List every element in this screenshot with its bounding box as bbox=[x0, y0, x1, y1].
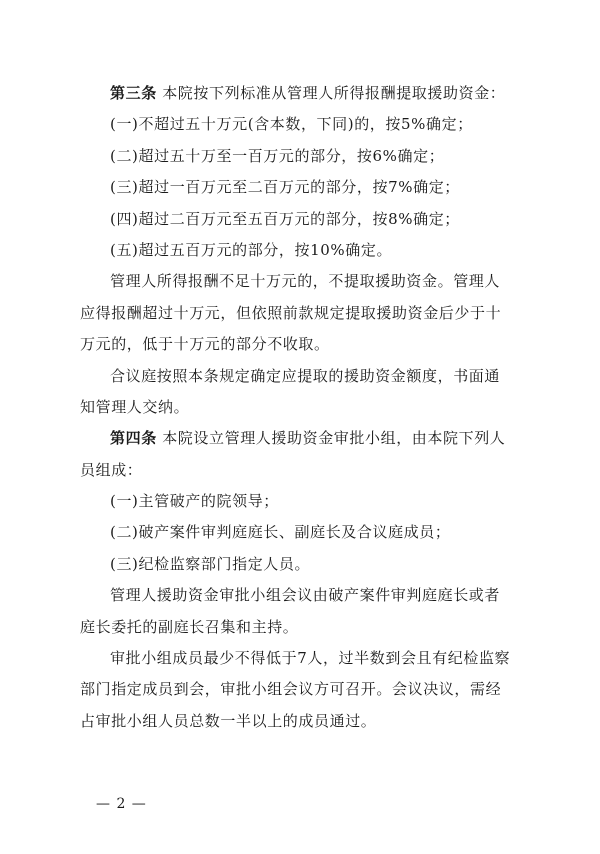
article-4-heading-line-2: 员组成： bbox=[80, 460, 143, 479]
article-3-para-1-line-2: 应得报酬超过十万元，但依照前款规定提取援助资金后少于十 bbox=[80, 303, 502, 322]
article-4-number: 第四条 bbox=[110, 429, 157, 448]
article-4-para-2-line-3: 占审批小组人员总数一半以上的成员通过。 bbox=[80, 711, 377, 730]
document-body bbox=[80, 78, 542, 737]
article-3-number: 第三条 bbox=[110, 84, 157, 102]
article-4-para-1-line-2: 庭长委托的副庭长召集和主持。 bbox=[80, 617, 299, 636]
article-3-para-1-line-3: 万元的，低于十万元的部分不收取。 bbox=[80, 335, 330, 354]
article-3-item-1: (一)不超过五十万元(含本数，下同)的，按5%确定； bbox=[110, 115, 473, 134]
article-4-heading bbox=[110, 423, 542, 454]
article-4-para-2-line-2: 部门指定成员到会，审批小组会议方可召开。会议决议，需经 bbox=[80, 680, 502, 699]
article-3-item-5: (五)超过五百万元的部分，按10%确定。 bbox=[110, 240, 393, 259]
article-4-heading-line-1: 本院设立管理人援助资金审批小组，由本院下列人 bbox=[162, 429, 506, 448]
article-4-item-1: (一)主管破产的院领导； bbox=[110, 492, 279, 511]
article-3-para-2-line-1: 合议庭按照本条规定确定应提取的援助资金额度，书面通 bbox=[110, 366, 501, 385]
article-3-para-1-line-1: 管理人所得报酬不足十万元的，不提取援助资金。管理人 bbox=[110, 272, 501, 291]
article-4-item-3: (三)纪检监察部门指定人员。 bbox=[110, 554, 311, 573]
article-3-item-4: (四)超过二百万元至五百万元的部分，按8%确定； bbox=[110, 209, 460, 228]
article-3-item-3: (三)超过一百万元至二百万元的部分，按7%确定； bbox=[110, 178, 460, 197]
article-4-para-1-line-1: 管理人援助资金审批小组会议由破产案件审判庭庭长或者 bbox=[110, 586, 501, 605]
article-4-item-2: (二)破产案件审判庭庭长、副庭长及合议庭成员； bbox=[110, 523, 451, 542]
article-4-para-2-line-1: 审批小组成员最少不得低于7人，过半数到会且有纪检监察 bbox=[110, 649, 511, 668]
article-3-heading bbox=[110, 78, 542, 109]
article-3-heading-text: 本院按下列标准从管理人所得报酬提取援助资金： bbox=[162, 84, 506, 102]
article-3-para-2-line-2: 知管理人交纳。 bbox=[80, 397, 190, 416]
page-number: — 2 — bbox=[96, 796, 147, 812]
article-3-item-2: (二)超过五十万至一百万元的部分，按6%确定； bbox=[110, 146, 445, 165]
